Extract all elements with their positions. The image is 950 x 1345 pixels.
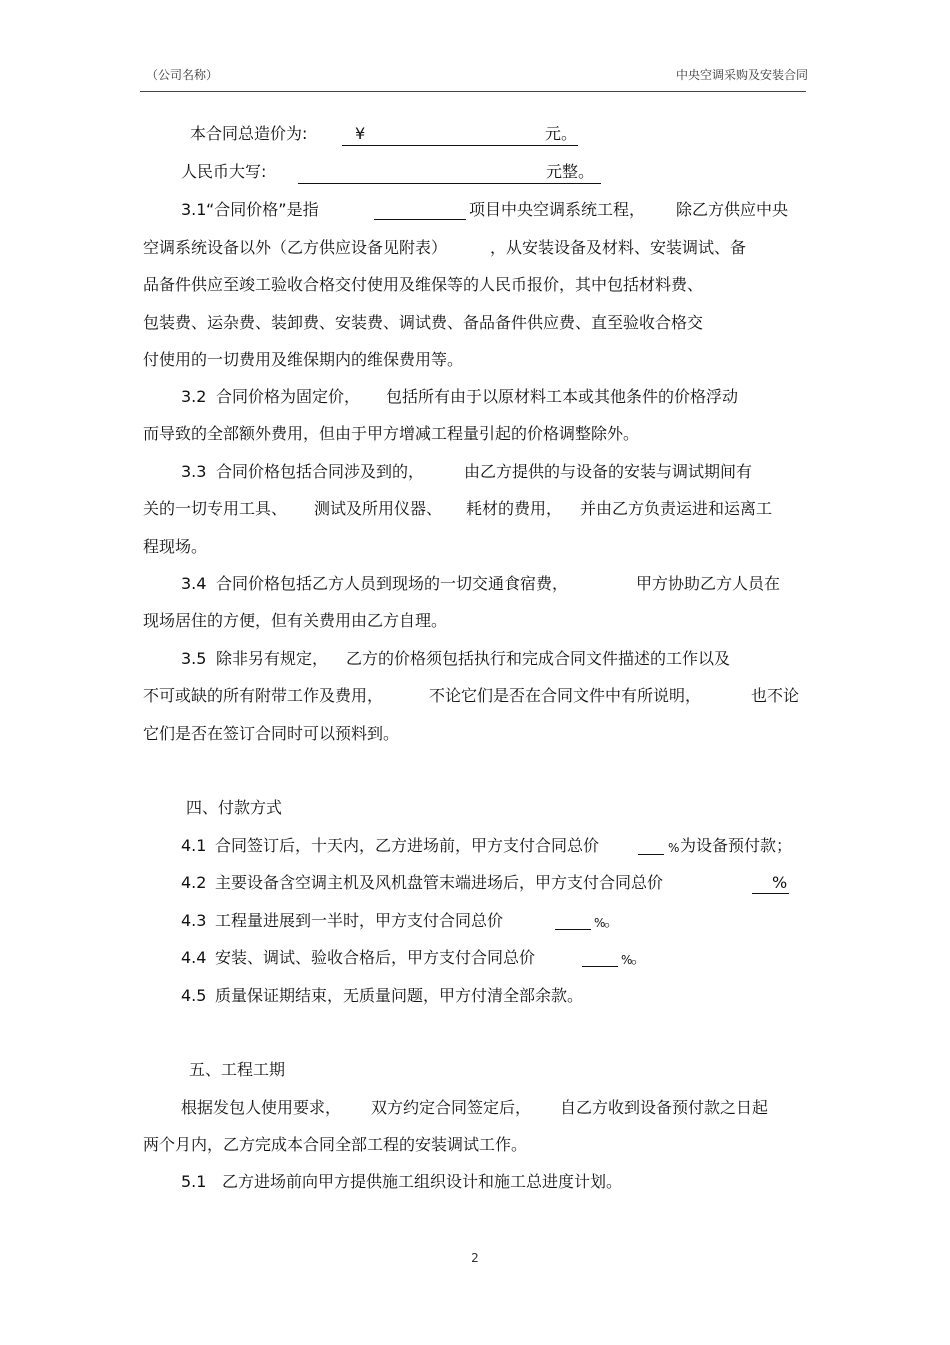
clause-3-2-line-2: 而导致的全部额外费用，但由于甲方增减工程量引起的价格调整除外。 [143, 424, 640, 443]
clause-4-3-percent-blank[interactable] [555, 929, 591, 930]
total-price-unit: 元。 [545, 124, 578, 143]
clause-3-5-line-2a: 不可或缺的所有附带工作及费用， [143, 686, 384, 705]
clause-3-5-text-b: 乙方的价格须包括执行和完成合同文件描述的工作以及 [346, 649, 731, 668]
rmb-capital-unit: 元整。 [546, 162, 595, 181]
clause-4-3-text: 工程量进展到一半时，甲方支付合同总价 [215, 911, 504, 930]
project-name-blank[interactable] [374, 219, 466, 220]
clause-4-4-period: 。 [631, 948, 648, 967]
section-5-line-2: 两个月内，乙方完成本合同全部工程的安装调试工作。 [143, 1135, 528, 1154]
section-4-title: 四、付款方式 [186, 798, 283, 817]
header-document-title: 中央空调采购及安装合同 [675, 68, 808, 82]
clause-4-1-text: 合同签订后，十天内，乙方进场前，甲方支付合同总价 [215, 836, 600, 855]
clause-3-1-text-a: “合同价格”是指 [206, 200, 319, 219]
yen-sign: ¥ [355, 124, 366, 143]
clause-4-1-text-b: 为设备预付款； [680, 836, 793, 855]
section-5-text-a: 根据发包人使用要求， [181, 1098, 342, 1117]
clause-4-1-number: 4.1 [181, 836, 207, 855]
clause-3-3-line-2c: 耗材的费用， [466, 499, 563, 518]
clause-4-3-percent-sign: % [594, 916, 606, 930]
rmb-capital-blank[interactable] [298, 183, 601, 184]
total-price-blank[interactable] [342, 145, 578, 146]
clause-3-3-line-2b: 测试及所用仪器、 [314, 499, 443, 518]
clause-3-4-text-a: 合同价格包括乙方人员到现场的一切交通食宿费， [216, 574, 569, 593]
clause-4-1-percent-sign: % [668, 841, 680, 855]
clause-3-1-line-2b: ，从安装设备及材料、安装调试、备 [490, 238, 747, 257]
clause-3-4-number: 3.4 [181, 574, 207, 593]
clause-4-3-period: 。 [604, 911, 621, 930]
clause-3-2-number: 3.2 [181, 387, 207, 406]
clause-3-3-text-a: 合同价格包括合同涉及到的， [216, 462, 425, 481]
clause-3-3-text-b: 由乙方提供的与设备的安装与调试期间有 [464, 462, 753, 481]
total-price-label: 本合同总造价为: [190, 124, 308, 143]
clause-3-4-line-2: 现场居住的方便，但有关费用由乙方自理。 [143, 611, 448, 630]
page-number: 2 [471, 1251, 479, 1265]
clause-3-1-line-3: 品备件供应至竣工验收合格交付使用及维保等的人民币报价，其中包括材料费、 [143, 275, 704, 294]
clause-3-1-number: 3.1 [181, 200, 207, 219]
clause-4-3-number: 4.3 [181, 911, 207, 930]
header-company-name: （公司名称） [146, 68, 219, 82]
clause-4-4-percent-blank[interactable] [582, 966, 618, 967]
clause-4-4-percent-sign: % [621, 953, 633, 967]
clause-3-1-text-c: 除乙方供应中央 [676, 200, 789, 219]
clause-3-3-number: 3.3 [181, 462, 207, 481]
clause-4-4-text: 安装、调试、验收合格后，甲方支付合同总价 [215, 948, 536, 967]
header-divider [140, 91, 806, 92]
section-5-title: 五、工程工期 [189, 1060, 286, 1079]
clause-3-5-text-a: 除非另有规定， [216, 649, 329, 668]
clause-3-1-line-5: 付使用的一切费用及维保期内的维保费用等。 [143, 350, 464, 369]
clause-3-5-number: 3.5 [181, 649, 207, 668]
clause-3-3-line-2d: 并由乙方负责运进和运离工 [580, 499, 773, 518]
clause-3-3-line-3: 程现场。 [143, 537, 208, 556]
section-5-text-c: 自乙方收到设备预付款之日起 [560, 1098, 769, 1117]
clause-3-2-text-a: 合同价格为固定价， [216, 387, 361, 406]
clause-3-1-line-4: 包装费、运杂费、装卸费、安装费、调试费、备品备件供应费、直至验收合格交 [143, 313, 704, 332]
clause-3-2-text-b: 包括所有由于以原材料工本或其他条件的价格浮动 [386, 387, 739, 406]
clause-3-1-text-b: 项目中央空调系统工程， [469, 200, 646, 219]
clause-4-1-percent-blank[interactable] [638, 854, 664, 855]
clause-4-4-number: 4.4 [181, 948, 207, 967]
clause-4-5-text: 质量保证期结束，无质量问题，甲方付清全部余款。 [215, 986, 584, 1005]
clause-4-2-text: 主要设备含空调主机及风机盘管末端进场后，甲方支付合同总价 [215, 873, 664, 892]
clause-4-2-percent-sign: % [772, 873, 788, 892]
clause-3-3-line-2a: 关的一切专用工具、 [143, 499, 288, 518]
clause-5-1-number: 5.1 [181, 1172, 207, 1191]
clause-5-1-text: 乙方进场前向甲方提供施工组织设计和施工总进度计划。 [222, 1172, 623, 1191]
clause-3-1-line-2a: 空调系统设备以外（乙方供应设备见附表） [143, 238, 448, 257]
clause-3-4-text-b: 甲方协助乙方人员在 [636, 574, 781, 593]
rmb-capital-label: 人民币大写: [181, 162, 267, 181]
clause-3-5-line-2c: 也不论 [751, 686, 800, 705]
clause-4-2-percent-blank[interactable] [752, 893, 789, 894]
clause-4-5-number: 4.5 [181, 986, 207, 1005]
section-5-text-b: 双方约定合同签定后， [371, 1098, 532, 1117]
clause-3-5-line-3: 它们是否在签订合同时可以预料到。 [143, 724, 400, 743]
clause-4-2-number: 4.2 [181, 873, 207, 892]
clause-3-5-line-2b: 不论它们是否在合同文件中有所说明， [429, 686, 702, 705]
